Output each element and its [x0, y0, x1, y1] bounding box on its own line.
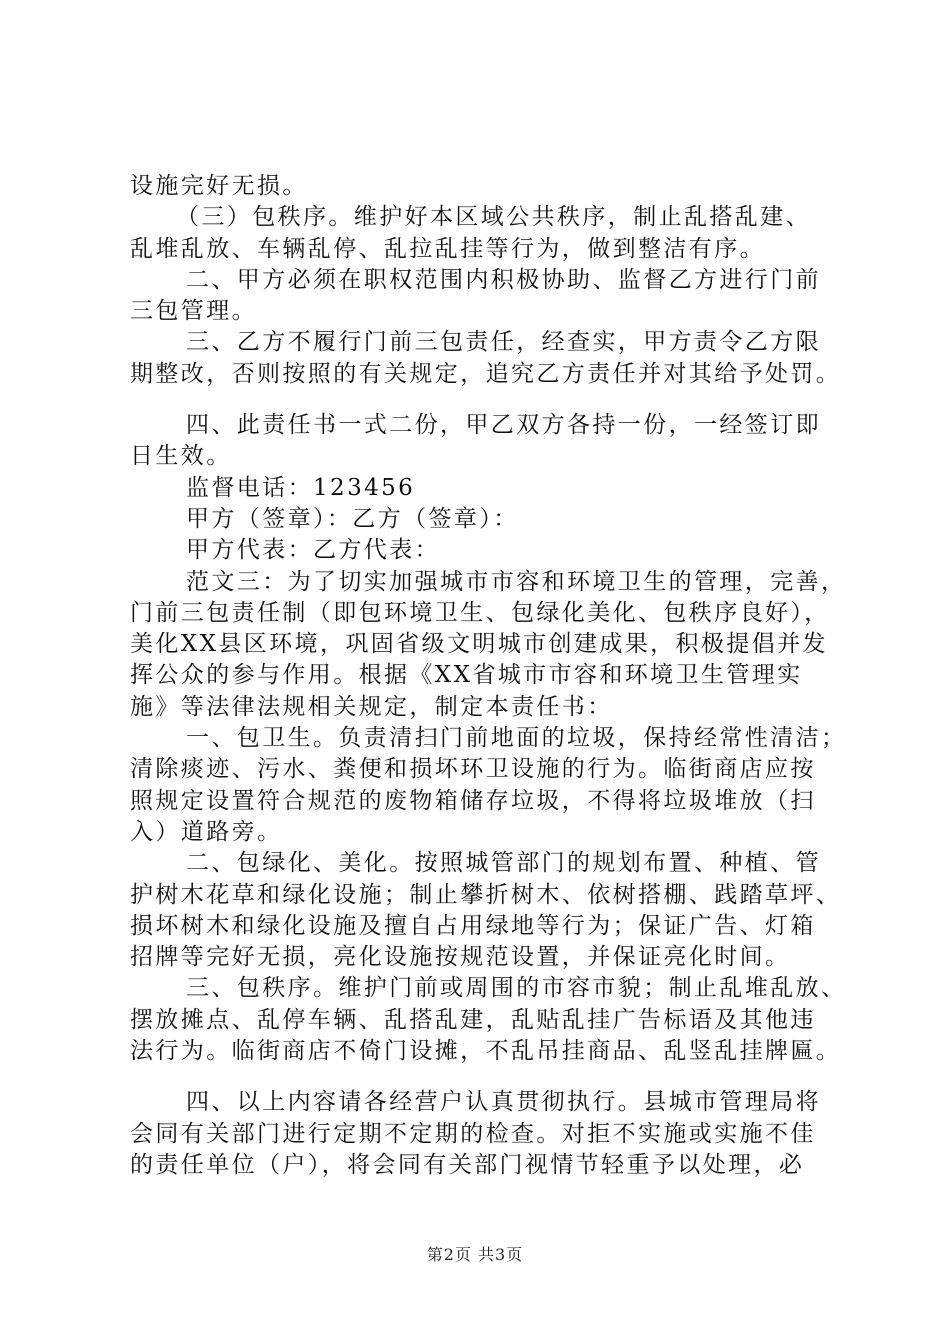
text-line: 挥公众的参与作用。根据《XX省城市市容和环境卫生管理实	[130, 662, 803, 689]
text-line: 门前三包责任制（即包环境卫生、包绿化美化、包秩序良好），	[130, 599, 830, 626]
text-line: 日生效。	[130, 443, 232, 470]
text-line: 三、乙方不履行门前三包责任，经查实，甲方责令乙方限	[186, 329, 821, 356]
text-line: 一、包卫生。负责清扫门前地面的垃圾，保持经常性清洁；	[186, 725, 847, 752]
text-line: 期整改，否则按照的有关规定，追究乙方责任并对其给予处罚。	[130, 360, 842, 387]
text-line: 乱堆乱放、车辆乱停、乱拉乱挂等行为，做到整洁有序。	[130, 235, 765, 262]
text-line: 招牌等完好无损，亮化设施按规范设置，并保证亮化时间。	[130, 944, 791, 971]
text-line: 四、此责任书一式二份，甲乙双方各持一份，一经签订即	[186, 412, 821, 439]
page-number-footer: 第2页 共3页	[426, 1245, 524, 1264]
text-line: （三）包秩序。维护好本区域公共秩序，制止乱搭乱建、	[176, 204, 811, 231]
document-body	[130, 171, 847, 1181]
text-line: 的责任单位（户），将会同有关部门视情节轻重予以处理，必	[130, 1151, 805, 1178]
text-line: 清除痰迹、污水、粪便和损坏环卫设施的行为。临街商店应按	[130, 756, 816, 783]
text-line: 会同有关部门进行定期不定期的检查。对拒不实施或实施不佳	[130, 1120, 816, 1147]
text-line: 施》等法律法规相关规定，制定本责任书：	[130, 693, 613, 720]
text-line: 四、以上内容请各经营户认真贯彻执行。县城市管理局将	[186, 1089, 821, 1116]
text-line: 三包管理。	[130, 298, 257, 325]
text-line: 摆放摊点、乱停车辆、乱搭乱建，乱贴乱挂广告标语及其他违	[130, 1006, 816, 1033]
text-line: 二、甲方必须在职权范围内积极协助、监督乙方进行门前	[186, 266, 821, 293]
text-line: 入）道路旁。	[130, 818, 283, 845]
text-line: 照规定设置符合规范的废物箱储存垃圾，不得将垃圾堆放（扫	[130, 787, 816, 814]
text-line: 设施完好无损。	[130, 173, 308, 199]
text-line: 甲方代表：乙方代表：	[186, 537, 440, 564]
text-line: 三、包秩序。维护门前或周围的市容市貌；制止乱堆乱放、	[186, 975, 847, 1002]
text-line: 甲方（签章）：乙方（签章）：	[186, 505, 519, 532]
text-line: 损坏树木和绿化设施及擅自占用绿地等行为；保证广告、灯箱	[130, 912, 816, 939]
text-line: 法行为。临街商店不倚门设摊，不乱吊挂商品、乱竖乱挂牌匾。	[130, 1038, 842, 1065]
text-line: 美化XX县区环境，巩固省级文明城市创建成果，积极提倡并发	[130, 631, 828, 658]
text-line: 护树木花草和绿化设施；制止攀折树木、依树搭棚、践踏草坪、	[130, 881, 842, 908]
text-line: 二、包绿化、美化。按照城管部门的规划布置、种植、管	[186, 850, 821, 877]
text-line: 监督电话：123456	[186, 474, 416, 501]
text-line: 范文三：为了切实加强城市市容和环境卫生的管理，完善，	[186, 568, 847, 595]
